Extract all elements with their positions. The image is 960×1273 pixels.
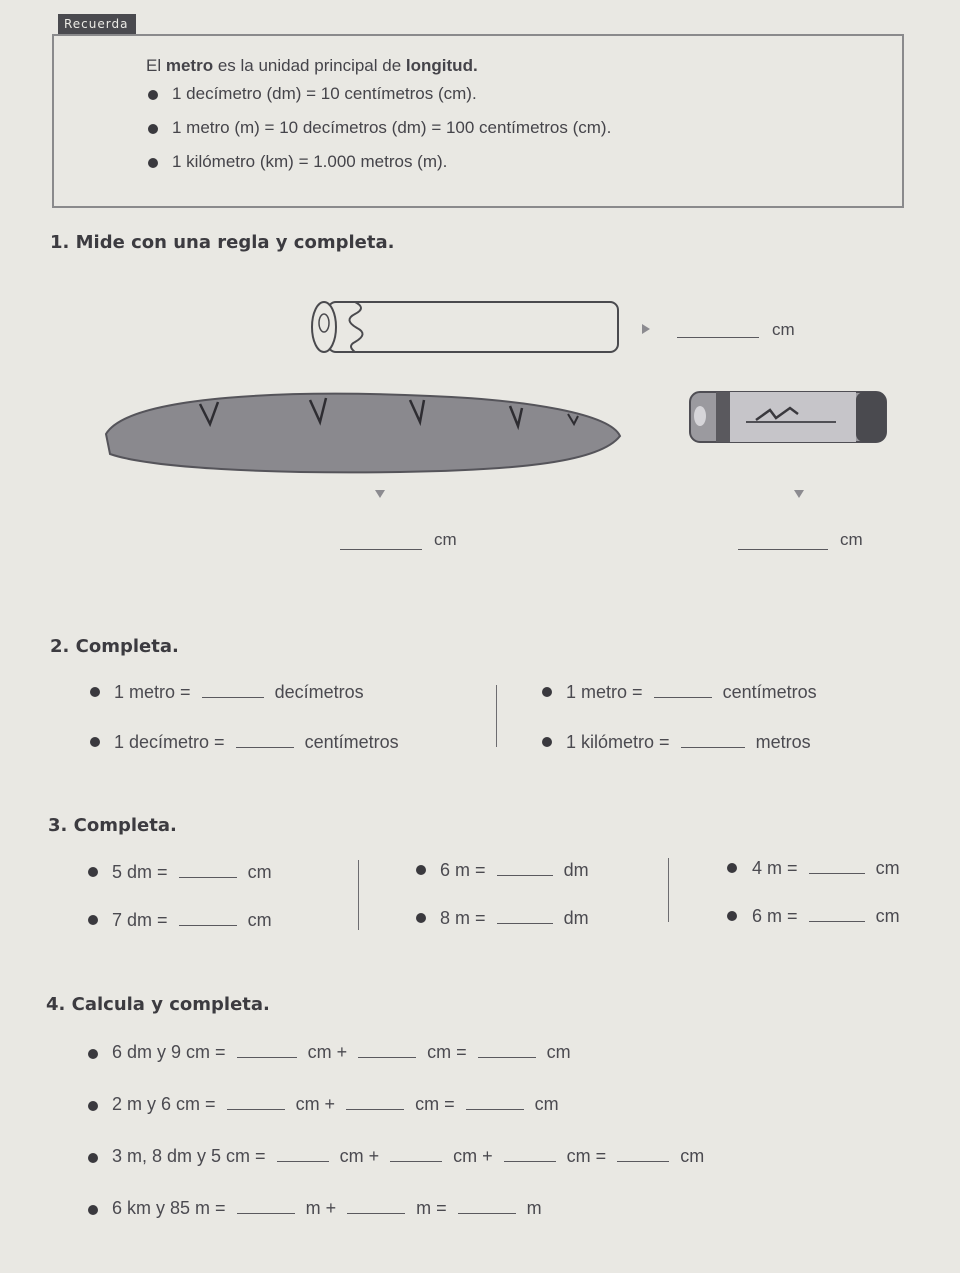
answer-blank[interactable] — [497, 922, 553, 924]
answer-blank[interactable] — [358, 1056, 416, 1058]
answer-blank[interactable] — [617, 1160, 669, 1162]
answer-blank[interactable] — [179, 876, 237, 878]
bullet-icon — [148, 124, 158, 134]
bullet-icon — [148, 158, 158, 168]
arrow-right-icon — [640, 322, 652, 336]
column-divider — [496, 685, 497, 747]
ex3-item: 8 m = dm — [440, 908, 589, 928]
pencil-illustration — [300, 290, 640, 360]
bullet-icon — [88, 1049, 98, 1059]
answer-blank[interactable] — [681, 746, 745, 748]
answer-blank[interactable] — [202, 696, 264, 698]
bullet-icon — [88, 867, 98, 877]
unit-label: cm — [840, 530, 863, 549]
bullet-icon — [148, 90, 158, 100]
ex4-row: 6 dm y 9 cm = cm + cm = cm — [112, 1042, 571, 1062]
ex3-item: 7 dm = cm — [112, 910, 272, 930]
answer-blank-pencil[interactable] — [677, 336, 759, 338]
answer-blank[interactable] — [237, 1056, 297, 1058]
ex3-heading: 3. Completa. — [48, 815, 177, 836]
bullet-icon — [88, 1205, 98, 1215]
recuerda-tab: Recuerda — [58, 14, 136, 34]
recuerda-line: 1 metro (m) = 10 decímetros (dm) = 100 centímetros (cm). — [172, 118, 612, 137]
ex2-item: 1 decímetro = centímetros — [114, 732, 399, 752]
answer-blank[interactable] — [458, 1212, 516, 1214]
ex4-row: 3 m, 8 dm y 5 cm = cm + cm + cm = cm — [112, 1146, 705, 1166]
bullet-icon — [727, 863, 737, 873]
bread-illustration — [100, 384, 625, 476]
arrow-down-icon — [792, 488, 806, 500]
arrow-down-icon — [373, 488, 387, 500]
answer-blank[interactable] — [346, 1108, 404, 1110]
answer-blank[interactable] — [277, 1160, 329, 1162]
bullet-icon — [542, 737, 552, 747]
answer-blank-bread[interactable] — [340, 548, 422, 550]
ex4-heading: 4. Calcula y completa. — [46, 994, 270, 1015]
column-divider — [668, 858, 669, 922]
bullet-icon — [542, 687, 552, 697]
answer-blank[interactable] — [478, 1056, 536, 1058]
bullet-icon — [88, 1153, 98, 1163]
unit-label: cm — [772, 320, 795, 339]
answer-blank[interactable] — [236, 746, 294, 748]
answer-blank[interactable] — [809, 872, 865, 874]
bullet-icon — [90, 737, 100, 747]
ex2-item: 1 metro = centímetros — [566, 682, 817, 702]
ex3-item: 4 m = cm — [752, 858, 900, 878]
answer-blank[interactable] — [497, 874, 553, 876]
bullet-icon — [727, 911, 737, 921]
ex3-item: 6 m = cm — [752, 906, 900, 926]
answer-blank-battery[interactable] — [738, 548, 828, 550]
column-divider — [358, 860, 359, 930]
bullet-icon — [88, 1101, 98, 1111]
recuerda-intro: El metro es la unidad principal de longitud. — [146, 56, 478, 75]
answer-blank[interactable] — [237, 1212, 295, 1214]
bullet-icon — [416, 865, 426, 875]
answer-blank[interactable] — [227, 1108, 285, 1110]
ex3-item: 5 dm = cm — [112, 862, 272, 882]
bullet-icon — [88, 915, 98, 925]
battery-illustration — [686, 386, 892, 448]
answer-blank[interactable] — [390, 1160, 442, 1162]
bullet-icon — [416, 913, 426, 923]
ex4-row: 6 km y 85 m = m + m = m — [112, 1198, 542, 1218]
ex3-item: 6 m = dm — [440, 860, 589, 880]
answer-blank[interactable] — [347, 1212, 405, 1214]
ex2-item: 1 metro = decímetros — [114, 682, 364, 702]
ex1-heading: 1. Mide con una regla y completa. — [50, 232, 395, 253]
ex2-item: 1 kilómetro = metros — [566, 732, 811, 752]
answer-blank[interactable] — [654, 696, 712, 698]
recuerda-line: 1 decímetro (dm) = 10 centímetros (cm). — [172, 84, 477, 103]
ex2-heading: 2. Completa. — [50, 636, 179, 657]
recuerda-line: 1 kilómetro (km) = 1.000 metros (m). — [172, 152, 448, 171]
unit-label: cm — [434, 530, 457, 549]
bullet-icon — [90, 687, 100, 697]
answer-blank[interactable] — [466, 1108, 524, 1110]
answer-blank[interactable] — [504, 1160, 556, 1162]
answer-blank[interactable] — [809, 920, 865, 922]
ex4-row: 2 m y 6 cm = cm + cm = cm — [112, 1094, 559, 1114]
answer-blank[interactable] — [179, 924, 237, 926]
